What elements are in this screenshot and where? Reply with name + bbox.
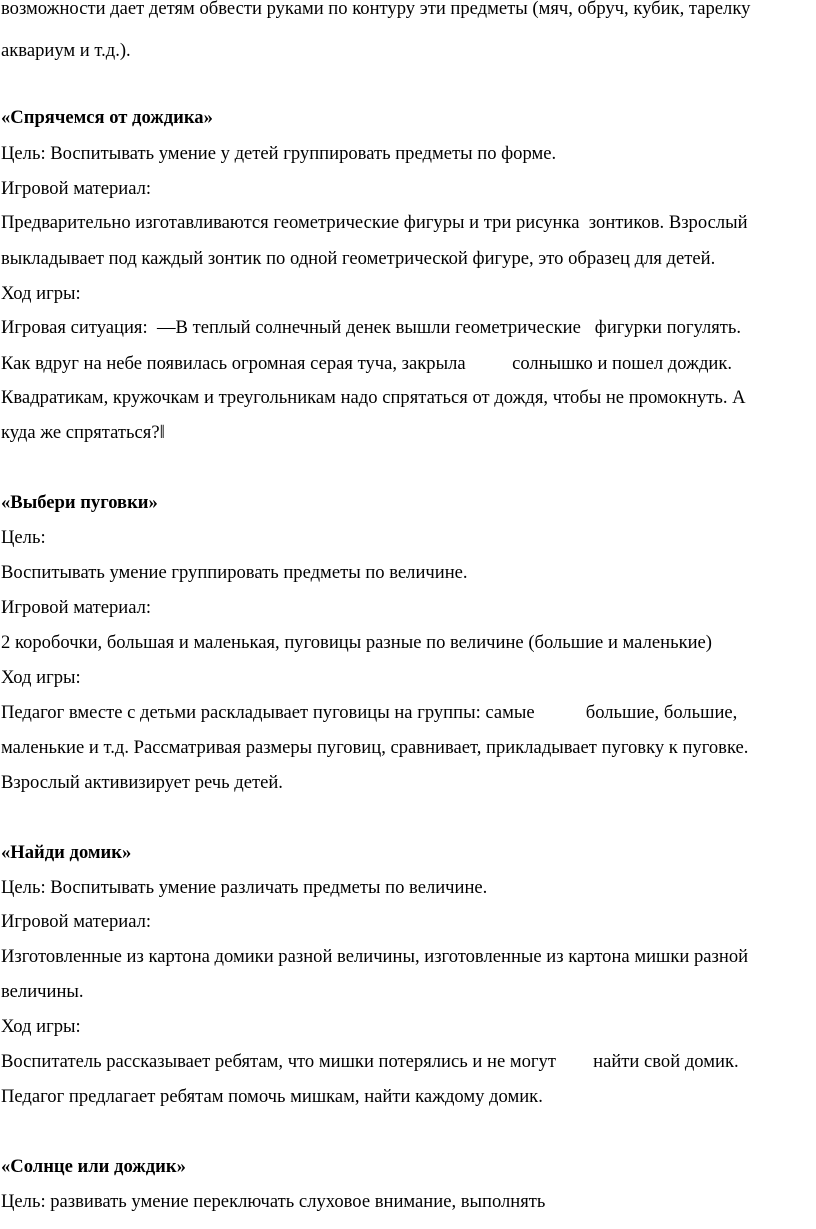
intro-line-2: аквариум и т.д.). <box>1 40 131 61</box>
game-title-hide-from-rain: «Спрячемся от дождика» <box>1 107 213 128</box>
game-3-course-label: Ход игры: <box>1 1016 81 1037</box>
game-3-course-line: Воспитатель рассказывает ребятам, что мишки потерялись и не могут найти свой домик. <box>1 1051 739 1072</box>
game-2-course-label: Ход игры: <box>1 667 81 688</box>
game-1-course-label: Ход игры: <box>1 283 81 304</box>
game-2-goal-text: Воспитывать умение группировать предметы по величине. <box>1 562 468 583</box>
game-2-course-line: маленькие и т.д. Рассматривая размеры пуговиц, сравнивает, прикладывает пуговку к пуговке. <box>1 737 749 758</box>
game-title-find-house: «Найди домик» <box>1 842 132 863</box>
game-1-course-line: Как вдруг на небе появилась огромная серая туча, закрыла солнышко и пошел дождик. <box>1 353 733 374</box>
game-3-material-line: величины. <box>1 981 84 1002</box>
game-1-material-line: Предварительно изготавливаются геометрические фигуры и три рисунка зонтиков. Взрослый <box>1 212 748 233</box>
game-1-course-line: Квадратикам, кружочкам и треугольникам надо спрятаться от дождя, чтобы не промокнуть. А <box>1 387 746 408</box>
game-2-goal: Цель: <box>1 527 46 548</box>
game-3-material-label: Игровой материал: <box>1 911 152 932</box>
game-2-course-line: Педагог вместе с детьми раскладывает пуговицы на группы: самые большие, большие, <box>1 702 738 723</box>
game-1-course-line: Игровая ситуация: ―В теплый солнечный денек вышли геометрические фигурки погулять. <box>1 317 742 338</box>
game-1-material-label: Игровой материал: <box>1 178 152 199</box>
game-3-goal: Цель: Воспитывать умение различать предметы по величине. <box>1 877 488 898</box>
game-3-material-line: Изготовленные из картона домики разной величины, изготовленные из картона мишки разной <box>1 946 749 967</box>
intro-line-1: возможности дает детям обвести руками по контуру эти предметы (мяч, обруч, кубик, тарелку <box>1 0 751 19</box>
game-1-course-line: куда же спрятаться?‖ <box>1 422 165 443</box>
game-1-material-line: выкладывает под каждый зонтик по одной геометрической фигуре, это образец для детей. <box>1 248 716 269</box>
game-title-choose-buttons: «Выбери пуговки» <box>1 492 158 513</box>
game-1-goal: Цель: Воспитывать умение у детей группировать предметы по форме. <box>1 143 557 164</box>
game-2-course-line: Взрослый активизирует речь детей. <box>1 772 283 793</box>
game-4-goal: Цель: развивать умение переключать слуховое внимание, выполнять <box>1 1191 546 1212</box>
game-2-material-label: Игровой материал: <box>1 597 152 618</box>
game-title-sun-or-rain: «Солнце или дождик» <box>1 1156 186 1177</box>
game-2-material-line: 2 коробочки, большая и маленькая, пуговицы разные по величине (большие и маленькие) <box>1 632 712 653</box>
game-3-course-line: Педагог предлагает ребятам помочь мишкам, найти каждому домик. <box>1 1086 543 1107</box>
